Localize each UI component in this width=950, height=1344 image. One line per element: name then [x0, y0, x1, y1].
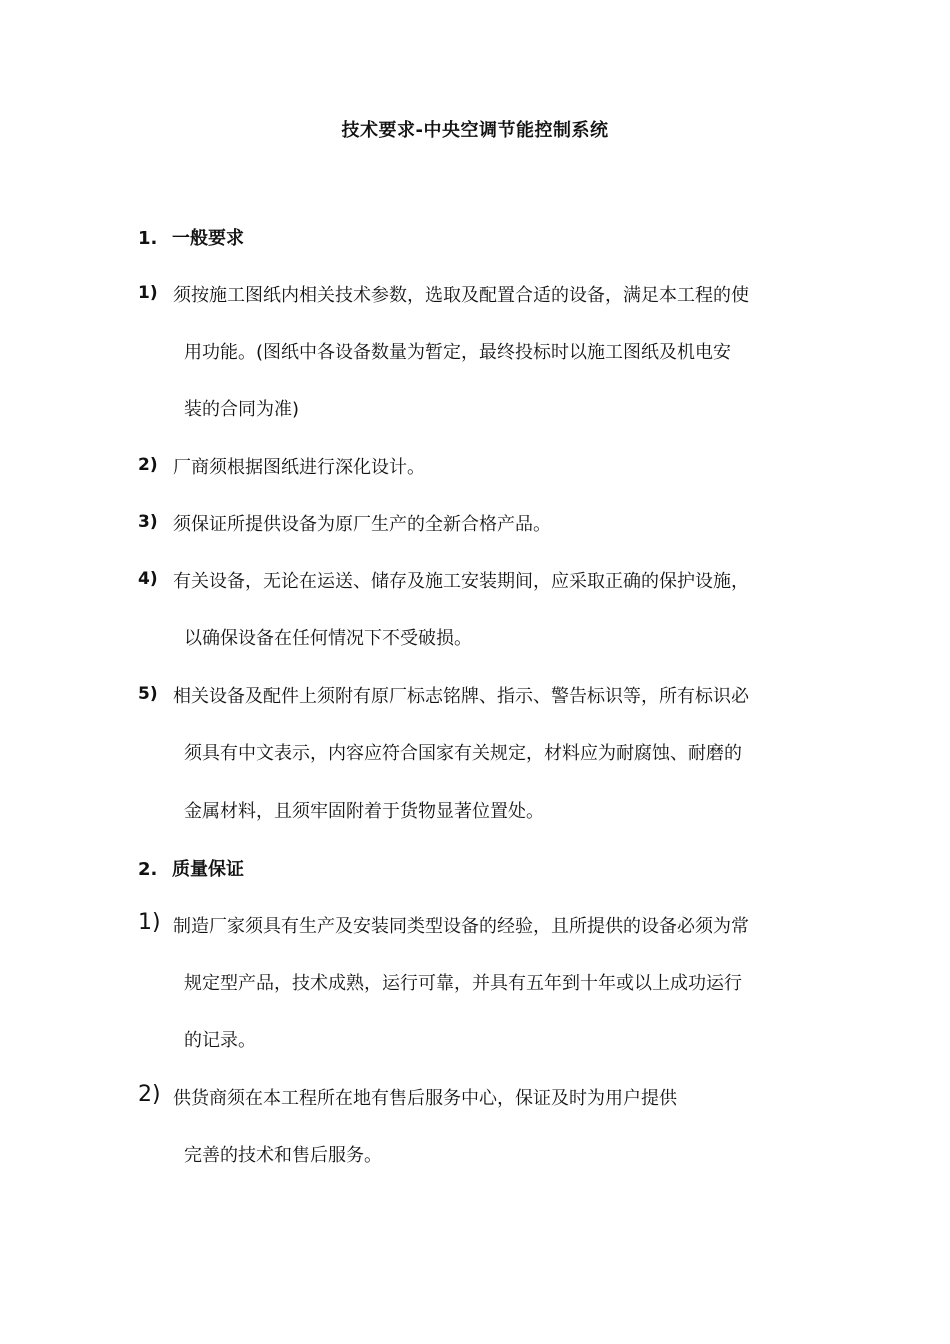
- section-number: 1.: [138, 228, 158, 249]
- item-number: 4): [138, 569, 158, 589]
- item-text-line: 相关设备及配件上须附有原厂标志铭牌、指示、警告标识等，所有标识必: [173, 686, 749, 707]
- document-title: 技术要求-中央空调节能控制系统: [341, 120, 609, 141]
- item-number: 3): [138, 512, 158, 532]
- section-title: 一般要求: [172, 228, 244, 249]
- item-number: 5): [138, 684, 158, 704]
- item-number: 2): [138, 455, 158, 475]
- item-text-line: 金属材料，且须牢固附着于货物显著位置处。: [184, 801, 544, 822]
- section-heading-quality: [138, 855, 244, 881]
- item-text-line: 的记录。: [184, 1030, 256, 1051]
- item-text-line: 用功能。(图纸中各设备数量为暂定，最终投标时以施工图纸及机电安: [184, 342, 732, 363]
- item-text-line: 供货商须在本工程所在地有售后服务中心，保证及时为用户提供: [173, 1088, 677, 1109]
- item-text-line: 完善的技术和售后服务。: [184, 1145, 382, 1166]
- item-number: 2): [138, 1082, 161, 1107]
- item-text-line: 须具有中文表示，内容应符合国家有关规定，材料应为耐腐蚀、耐磨的: [184, 743, 742, 764]
- item-text-line: 以确保设备在任何情况下不受破损。: [184, 628, 472, 649]
- item-text-line: 须保证所提供设备为原厂生产的全新合格产品。: [173, 514, 551, 535]
- section-heading-general: [138, 224, 244, 250]
- item-text-line: 装的合同为准): [184, 399, 300, 420]
- section-title: 质量保证: [172, 859, 244, 880]
- item-text-line: 须按施工图纸内相关技术参数，选取及配置合适的设备，满足本工程的使: [173, 285, 749, 306]
- item-text-line: 有关设备，无论在运送、储存及施工安装期间，应采取正确的保护设施，: [173, 571, 749, 592]
- item-number: 1): [138, 283, 158, 303]
- section-number: 2.: [138, 859, 158, 880]
- item-text-line: 规定型产品，技术成熟，运行可靠，并具有五年到十年或以上成功运行: [184, 973, 742, 994]
- item-number: 1): [138, 910, 161, 935]
- item-text-line: 厂商须根据图纸进行深化设计。: [173, 457, 425, 478]
- item-text-line: 制造厂家须具有生产及安装同类型设备的经验，且所提供的设备必须为常: [173, 916, 749, 937]
